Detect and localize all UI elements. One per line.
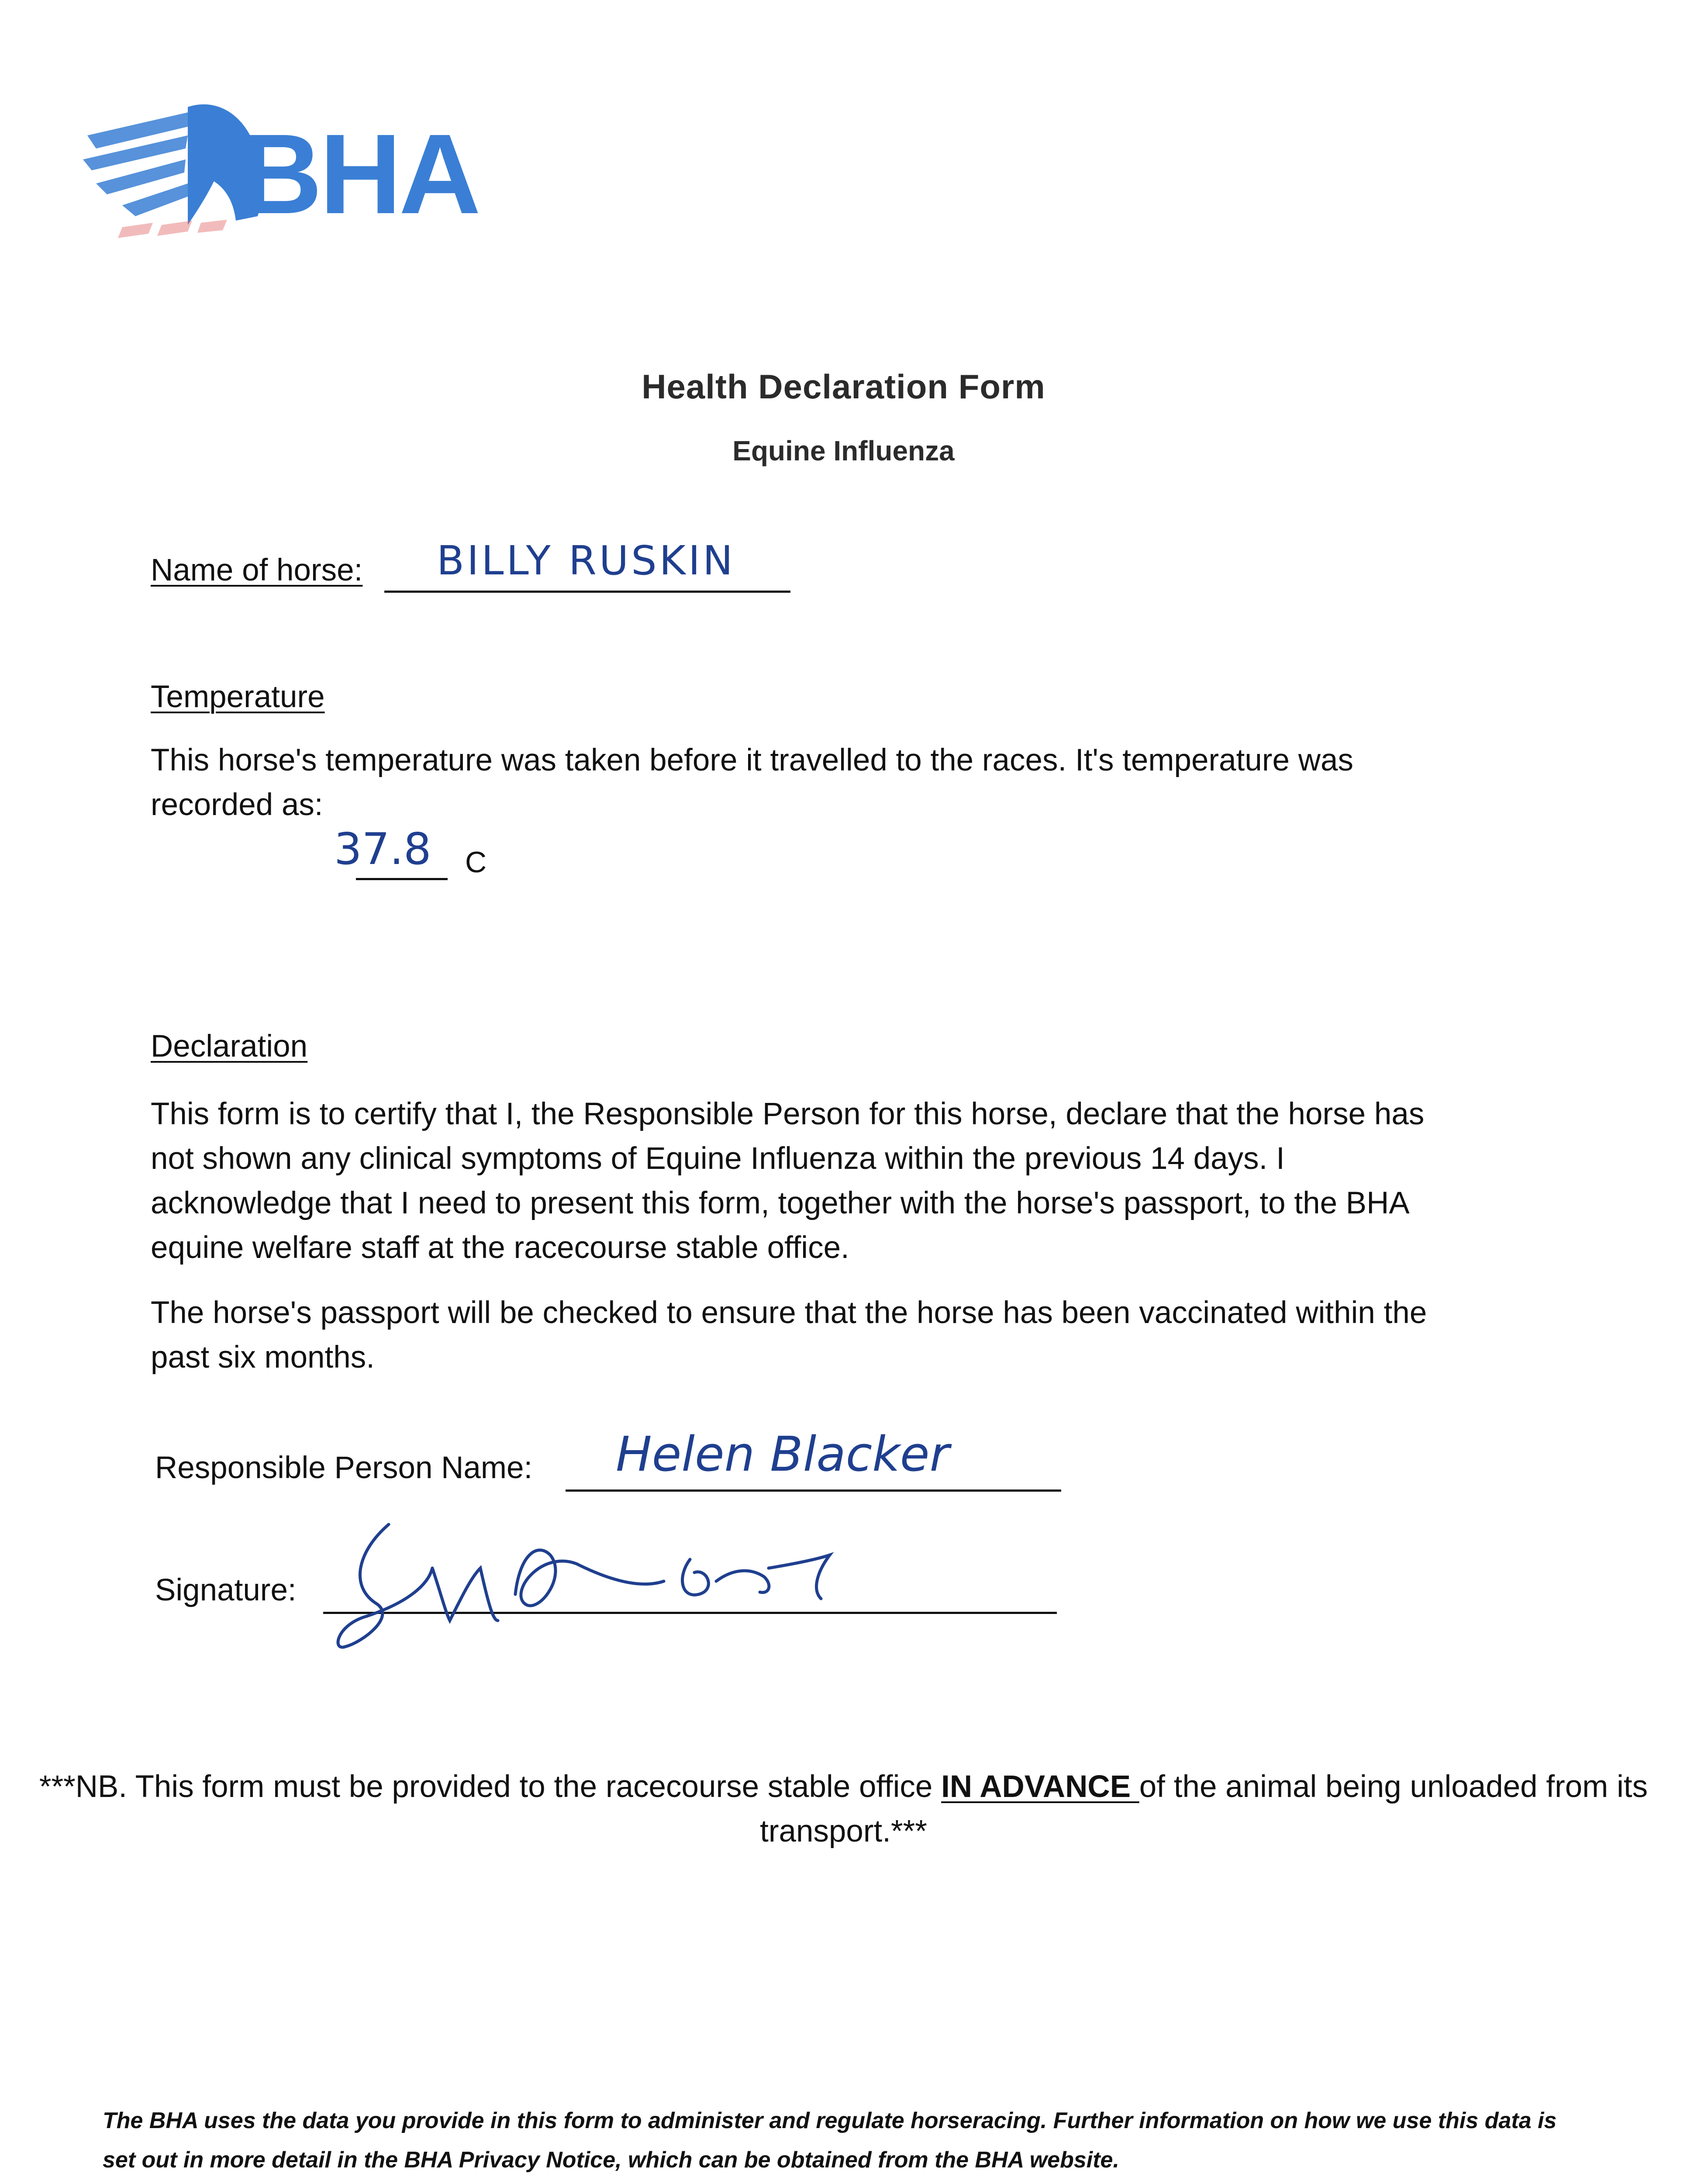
bha-logo <box>83 94 479 242</box>
privacy-footer: The BHA uses the data you provide in this form to administer and regulate horseracing. Further information on how we use this data is set out in more detail in the BHA Privacy Notice, which can be obtained from the BHA website. <box>103 2108 1557 2173</box>
form-subtitle: Equine Influenza <box>732 435 955 467</box>
horse-name-label: Name of horse: <box>151 553 363 587</box>
notice-suffix: of the animal being unloaded from its transport.*** <box>760 1769 1648 1849</box>
logo-text: BHA <box>240 111 479 238</box>
declaration-heading: Declaration <box>151 1029 308 1064</box>
temperature-heading: Temperature <box>151 680 325 714</box>
form-title: Health Declaration Form <box>642 367 1045 406</box>
responsible-person-label: Responsible Person Name: <box>155 1451 533 1485</box>
horse-name-line <box>384 591 790 593</box>
advance-notice <box>0 1765 1687 1854</box>
responsible-person-field[interactable]: Helen Blacker <box>616 1426 949 1482</box>
temperature-unit: C <box>465 846 487 879</box>
responsible-person-line <box>566 1489 1061 1492</box>
notice-prefix: ***NB. This form must be provided to the racecourse stable office <box>39 1769 942 1804</box>
signature-label: Signature: <box>155 1573 297 1607</box>
declaration-paragraph-1: This form is to certify that I, the Responsible Person for this horse, declare that the horse has not shown any clinical symptoms of Equine Influenza within the previous 14 days. I acknowledge that I need to present this form, together with the horse's passport, to the BHA equine welfare staff at the racecourse stable office. <box>151 1097 1425 1265</box>
horse-name-field[interactable]: BILLY RUSKIN <box>437 537 735 584</box>
temperature-value-field[interactable]: 37.8 <box>334 823 431 874</box>
notice-emphasis: IN ADVANCE <box>941 1769 1139 1804</box>
declaration-paragraph-2: The horse's passport will be checked to ensure that the horse has been vaccinated within the past six months. <box>151 1296 1427 1375</box>
temperature-line <box>356 878 448 880</box>
signature-drawing-icon <box>332 1516 943 1660</box>
temperature-text: This horse's temperature was taken before it travelled to the races. It's temperature was recorded as: <box>151 743 1353 822</box>
